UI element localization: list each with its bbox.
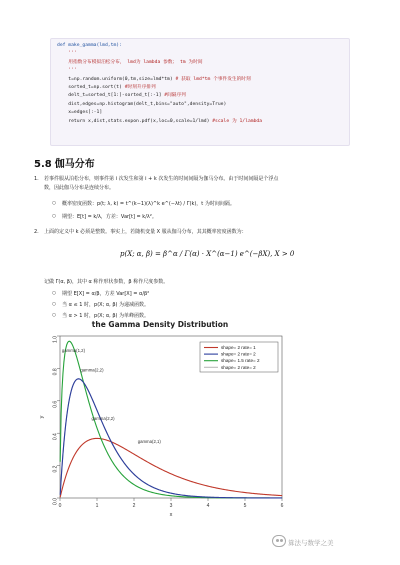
section-number: 5.8 [34, 159, 52, 170]
section-title: 伽马分布 [54, 159, 95, 170]
y-axis-label: y [39, 415, 45, 419]
bullet-alpha-gt-1: ○ 当 α > 1 时，p(X; α, β) 为单峰函数。 [62, 312, 149, 320]
x-tick-label: 0 [58, 503, 62, 509]
y-tick-label: 0.4 [52, 433, 59, 441]
legend-label: shape= 1.5 rate= 2 [221, 358, 260, 364]
gamma-chart [30, 320, 290, 520]
series-line [60, 438, 282, 497]
code-line: 用指数分布模拟泊松分布， lmd为 lambda 参数； tm 为时间 [57, 59, 203, 65]
chart-svg [30, 320, 290, 520]
watermark-text: 算法与数学之美 [288, 539, 334, 547]
legend-label: shape= 2 rate= 1 [221, 345, 256, 350]
x-tick-label: 4 [206, 503, 210, 509]
para-2-line-1: 上面的定义中 k 必须是整数。事实上，若随机变量 X 服从伽马分布，其其概率密度函数为： [44, 229, 247, 235]
x-tick-label: 6 [280, 503, 284, 509]
para-1-line-1: 若事件服从泊松分布，则事件第 i 次发生和第 i + k 次发生的时间间隔为伽马分布。由于时间间隔是个浮点 [44, 176, 279, 182]
bullet-alpha-le-1: ○ 当 α ≤ 1 时，p(X; α, β) 为递减函数。 [62, 301, 149, 309]
code-line: ''' [57, 68, 77, 74]
code-line: return x,dist,stats.expon.pdf(x,loc=0,scale=1/lmd) #scale 为 1/lambda [57, 118, 263, 124]
bullet-pdf: ○ 概率密度函数：p(t; λ, k) = t^(k−1)(λ)^k e^(−λt) / Γ(k)，t 为时间间隔。 [62, 200, 235, 208]
code-line: def make_gamma(lmd,tm): [57, 43, 122, 48]
code-line: dist,edges=np.histogram(delt_t,bins="auto",density=True) [57, 101, 227, 107]
code-block [50, 38, 350, 146]
legend-label: shape= 2 rate= 2 [221, 351, 256, 357]
curve-annotation: gamma(2,2) [80, 367, 104, 373]
curve-annotation: gamma(2,2) [91, 416, 115, 422]
y-tick-label: 0.2 [52, 465, 59, 473]
x-tick-label: 1 [95, 503, 99, 509]
para-2-number: 2. [34, 229, 39, 235]
code-line: sorted_t=np.sort(t) #时刻升序排列 [57, 85, 156, 91]
bullet-expectation: ○ 期望：E[t] = k/λ，方差：Var[t] = k/λ²。 [62, 213, 157, 221]
code-line: delt_t=sorted_t[1:]-sorted_t[:-1] #间隔序列 [57, 93, 186, 99]
curve-annotation: gamma(1,2) [61, 348, 86, 354]
para-1-number: 1. [34, 176, 39, 182]
y-tick-label: 0.0 [52, 498, 59, 505]
legend-label: shape= 2 rate= 2 [221, 364, 256, 370]
x-tick-label: 5 [243, 503, 247, 509]
x-axis-label: x [169, 512, 173, 518]
curve-annotation: gamma(2,1) [137, 438, 161, 444]
para-1-line-2: 数，因此伽马分布是连续分布。 [44, 185, 115, 191]
chart-title: the Gamma Density Distribution [91, 320, 229, 329]
code-line: x=edges[:-1] [57, 110, 103, 116]
section-heading [34, 155, 95, 170]
gamma-formula: p(X; α, β) = β^α / Γ(α) · X^(α−1) e^(−βX), X > 0 [120, 250, 295, 258]
y-tick-label: 0.6 [52, 400, 59, 408]
bullet-alpha-expectation: ○ 期望 E[X] = α/β，方差 Var[X] = α/β² [62, 290, 149, 298]
y-tick-label: 1.0 [52, 336, 59, 343]
x-tick-label: 3 [169, 503, 173, 509]
x-tick-label: 2 [132, 503, 136, 509]
y-tick-label: 0.8 [52, 368, 59, 376]
code-line: t=np.random.uniform(0,tm,size=lmd*tm) # 获取 lmd*tm 个事件发生的时刻 [57, 76, 251, 82]
code-line: ''' [57, 51, 77, 57]
para-3: 记做 Γ(α, β)，其中 α 称作形状参数，β 称作尺度参数。 [44, 279, 169, 285]
wechat-icon [272, 535, 286, 547]
